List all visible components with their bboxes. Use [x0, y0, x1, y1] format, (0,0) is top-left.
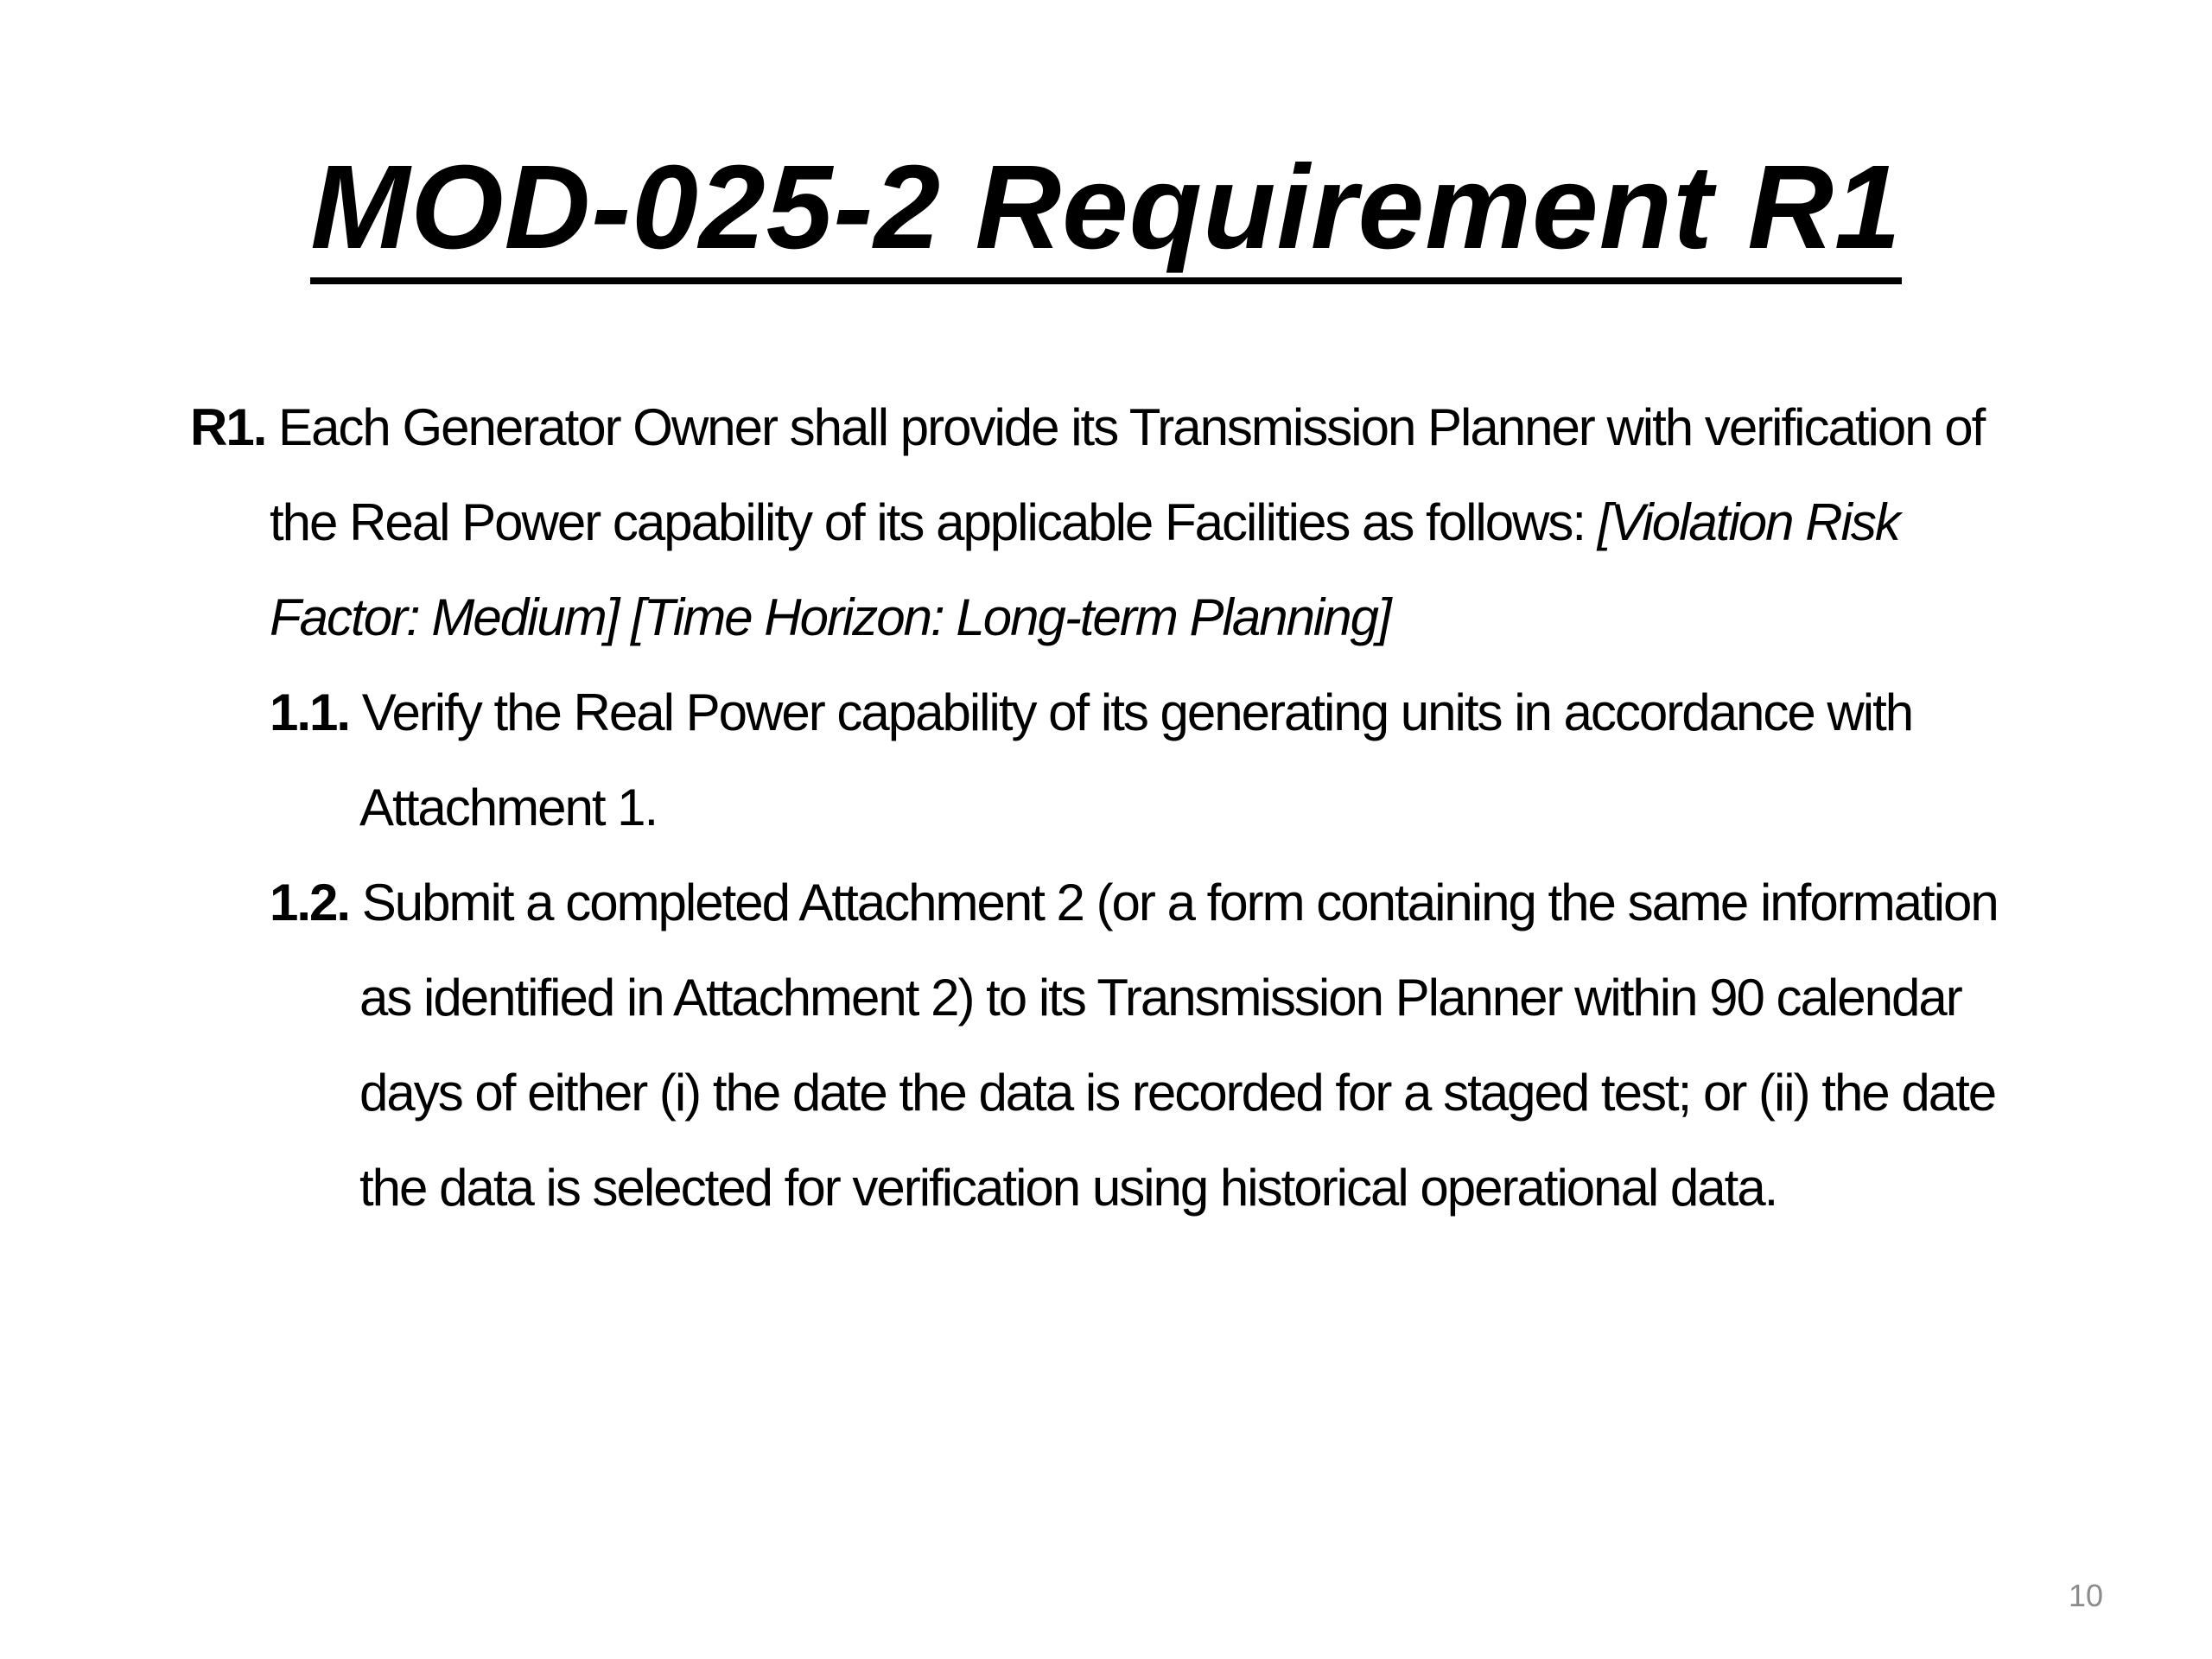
- subrequirement-1-2: [270, 855, 2048, 1236]
- slide-title: [0, 138, 2212, 284]
- requirement-text: Each Generator Owner shall provide its Transmission Planner with verification of the Real Power capability of its applicable Facilities as follows:: [270, 398, 1985, 551]
- subrequirement-1-1: [270, 665, 2048, 855]
- requirement-italic-text: [Violation Risk Factor: Medium] [Time Horizon: Long-term Planning]: [270, 493, 1899, 646]
- slide-body: [190, 380, 2048, 1236]
- subrequirement-label: 1.2.: [270, 874, 350, 931]
- page-number: 10: [2068, 1578, 2103, 1613]
- requirement-r1: [190, 380, 2048, 665]
- subrequirement-text: Verify the Real Power capability of its generating units in accordance with Attachment 1.: [359, 683, 1913, 836]
- slide-title-text: MOD-025-2 Requirement R1: [310, 143, 1901, 284]
- subrequirement-text: Submit a completed Attachment 2 (or a form containing the same information as identified in Attachment 2) to its Transmission Planner within 90 calendar days of either (i) the date the data is recorded for a staged test; or (ii) the date the data is selected for verification using historical operational data.: [359, 874, 1998, 1217]
- subrequirement-label: 1.1.: [270, 683, 350, 741]
- requirement-label: R1.: [190, 398, 266, 456]
